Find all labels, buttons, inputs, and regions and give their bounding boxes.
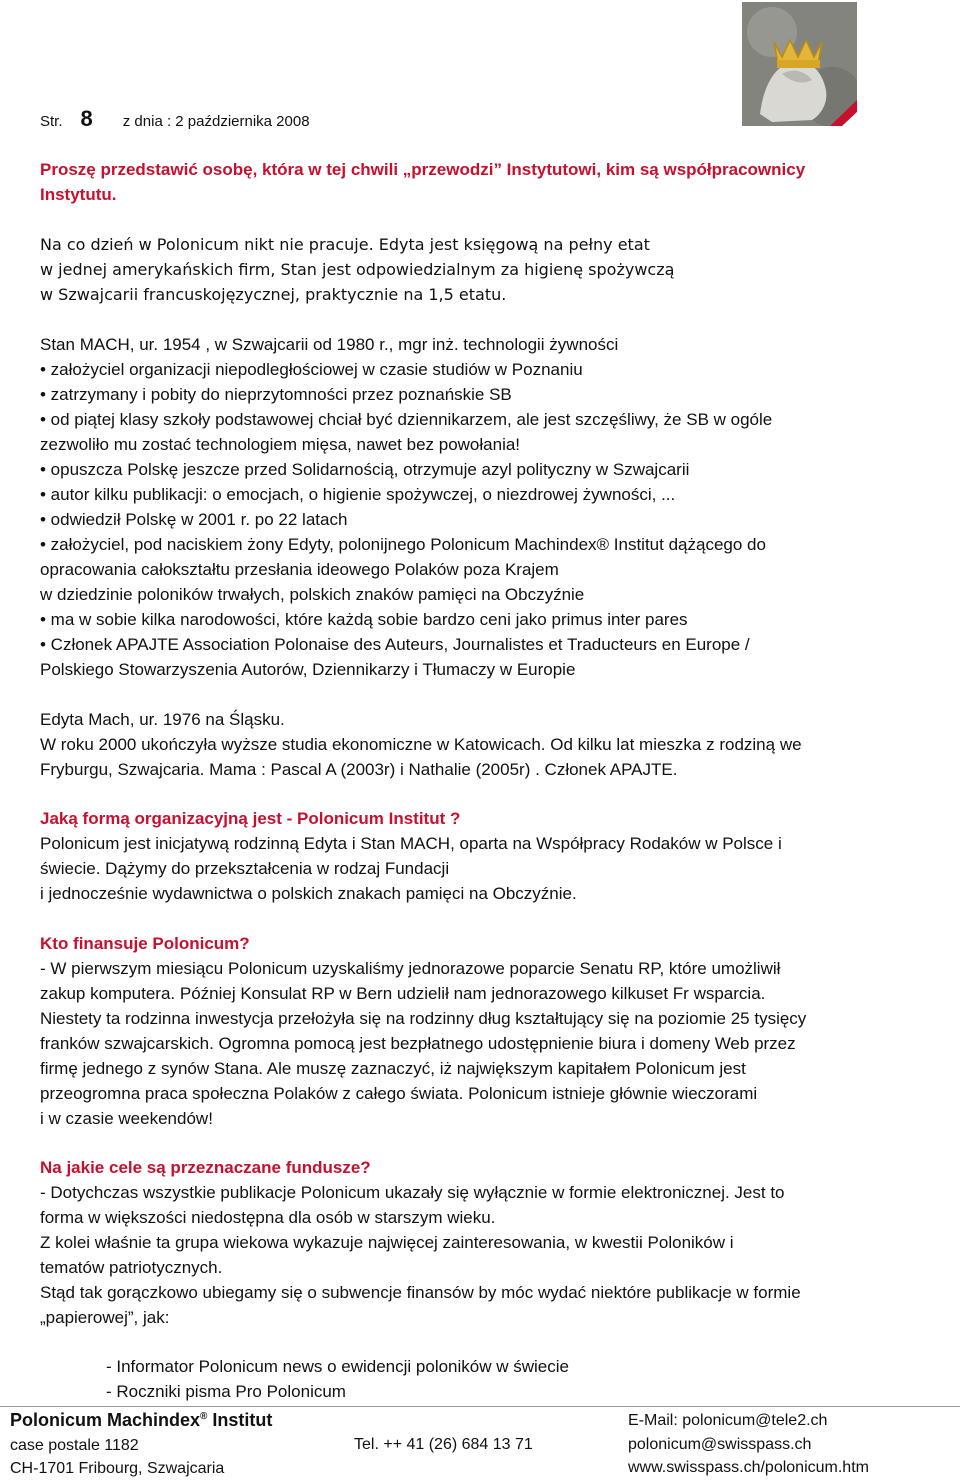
text-line: Polskiego Stowarzyszenia Autorów, Dziennikarzy i Tłumaczy w Europie <box>40 660 576 679</box>
text-line: Stąd tak gorączkowo ubiegamy się o subwencje finansów by móc wydać niektóre publikacje w formie <box>40 1283 801 1302</box>
text-line: i w czasie weekendów! <box>40 1109 213 1128</box>
text-line: Instytutu. <box>40 185 117 204</box>
org-name-text: Polonicum Machindex <box>10 1410 201 1430</box>
footer-tel: Tel. ++ 41 (26) 684 13 71 <box>354 1436 533 1453</box>
text-line: - Roczniki pisma Pro Polonicum <box>106 1382 346 1401</box>
text-line: i jednocześnie wydawnictwa o polskich znakach pamięci na Obczyźnie. <box>40 884 577 903</box>
text-line: Edyta Mach, ur. 1976 na Śląsku. <box>40 710 285 729</box>
text-line: • odwiedził Polskę w 2001 r. po 22 latach <box>40 510 348 529</box>
text-line: zezwoliło mu zostać technologiem mięsa, nawet bez powołania! <box>40 435 521 454</box>
text-line: Polonicum jest inicjatywą rodzinną Edyta i Stan MACH, oparta na Współpracy Rodaków w Polsce i <box>40 834 782 853</box>
text-line: - W pierwszym miesiącu Polonicum uzyskaliśmy jednorazowe poparcie Senatu RP, które umożliwił <box>40 959 781 978</box>
text-line: • założyciel organizacji niepodległościowej w czasie studiów w Poznaniu <box>40 360 583 379</box>
text-line: tematów patriotycznych. <box>40 1258 223 1277</box>
text-line: forma w większości niedostępna dla osób w starszym wieku. <box>40 1208 496 1227</box>
footer-email-1[interactable]: E-Mail: polonicum@tele2.ch <box>628 1412 828 1429</box>
text-line: - Dotychczas wszystkie publikacje Polonicum ukazały się wyłącznie w formie elektronicznej. Jest to <box>40 1183 785 1202</box>
footer-email-2[interactable]: polonicum@swisspass.ch <box>628 1436 812 1453</box>
footer-website[interactable]: www.swisspass.ch/polonicum.htm <box>628 1459 869 1476</box>
text-line: Kto finansuje Polonicum? <box>40 934 250 953</box>
text-line: W roku 2000 ukończyła wyższe studia ekonomiczne w Katowicach. Od kilku lat mieszka z rodziną we <box>40 735 802 754</box>
footer-divider <box>0 1406 960 1407</box>
text-line: opracowania całokształtu przesłania ideowego Polaków poza Krajem <box>40 560 559 579</box>
page-label: Str. <box>40 113 63 130</box>
text-line: Fryburgu, Szwajcaria. Mama : Pascal A (2003r) i Nathalie (2005r) . Członek APAJTE. <box>40 760 678 779</box>
text-line: „papierowej”, jak: <box>40 1308 170 1327</box>
crown-eagle-logo <box>742 2 857 126</box>
text-line: zakup komputera. Później Konsulat RP w Bern udzielił nam jednorazowego kilkuset Fr wsparcia. <box>40 984 766 1003</box>
page-number: 8 <box>80 106 93 131</box>
text-line: • Członek APAJTE Association Polonaise des Auteurs, Journalistes et Traducteurs en Europe / <box>40 635 750 654</box>
text-line: franków szwajcarskich. Ogromna pomocą jest bezpłatnego udostępnienie biura i domeny Web przez <box>40 1034 796 1053</box>
footer-org-name <box>10 1410 272 1431</box>
text-line: • autor kilku publikacji: o emocjach, o higienie spożywczej, o niezdrowej żywności, ... <box>40 485 676 504</box>
text-line: firmę jednego z synów Stana. Ale muszę zaznaczyć, iż największym kapitałem Polonicum jest <box>40 1059 746 1078</box>
text-line: • ma w sobie kilka narodowości, które każdą sobie bardzo ceni jako primus inter pares <box>40 610 688 629</box>
text-line: Stan MACH, ur. 1954 , w Szwajcarii od 1980 r., mgr inż. technologii żywności <box>40 335 619 354</box>
text-line: • opuszcza Polskę jeszcze przed Solidarnością, otrzymuje azyl polityczny w Szwajcarii <box>40 460 690 479</box>
text-line: Na jakie cele są przeznaczane fundusze? <box>40 1158 371 1177</box>
text-line: Na co dzień w Polonicum nikt nie pracuje. Edyta jest księgową na pełny etat <box>40 235 650 254</box>
text-line: świecie. Dążymy do przekształcenia w rodzaj Fundacji <box>40 859 450 878</box>
text-line: • od piątej klasy szkoły podstawowej chciał być dziennikarzem, ale jest szczęśliwy, że SB w ogóle <box>40 410 773 429</box>
footer-address-line2: CH-1701 Fribourg, Szwajcaria <box>10 1460 225 1477</box>
text-line: Proszę przedstawić osobę, która w tej chwili „przewodzi” Instytutowi, kim są współpracownicy <box>40 160 806 179</box>
text-line: Niestety ta rodzinna inwestycja przełożyła się na rodzinny dług kształtujący się na poziomie 25 tysięcy <box>40 1009 807 1028</box>
page-header <box>40 106 310 132</box>
text-line: Z kolei właśnie ta grupa wiekowa wykazuje najwięcej zainteresowania, w kwestii Poloników i <box>40 1233 734 1252</box>
text-line: w dziedzinie poloników trwałych, polskich znaków pamięci na Obczyźnie <box>40 585 585 604</box>
footer-address-line1: case postale 1182 <box>10 1437 139 1454</box>
text-line: w Szwajcarii francuskojęzycznej, praktycznie na 1,5 etatu. <box>40 285 507 304</box>
text-line: • zatrzymany i pobity do nieprzytomności przez poznańskie SB <box>40 385 512 404</box>
text-line: w jednej amerykańskich firm, Stan jest odpowiedzialnym za higienę spożywczą <box>40 260 675 279</box>
registered-mark: ® <box>200 1411 208 1422</box>
text-line: Jaką formą organizacyjną jest - Polonicum Institut ? <box>40 809 461 828</box>
text-line: - Informator Polonicum news o ewidencji poloników w świecie <box>106 1357 569 1376</box>
text-line: przeogromna praca społeczna Polaków z całego świata. Polonicum istnieje głównie wieczorami <box>40 1084 758 1103</box>
page-date: z dnia : 2 października 2008 <box>122 113 310 130</box>
text-line: • założyciel, pod naciskiem żony Edyty, polonijnego Polonicum Machindex® Institut dążącego do <box>40 535 766 554</box>
org-suffix-text: Institut <box>212 1410 273 1430</box>
